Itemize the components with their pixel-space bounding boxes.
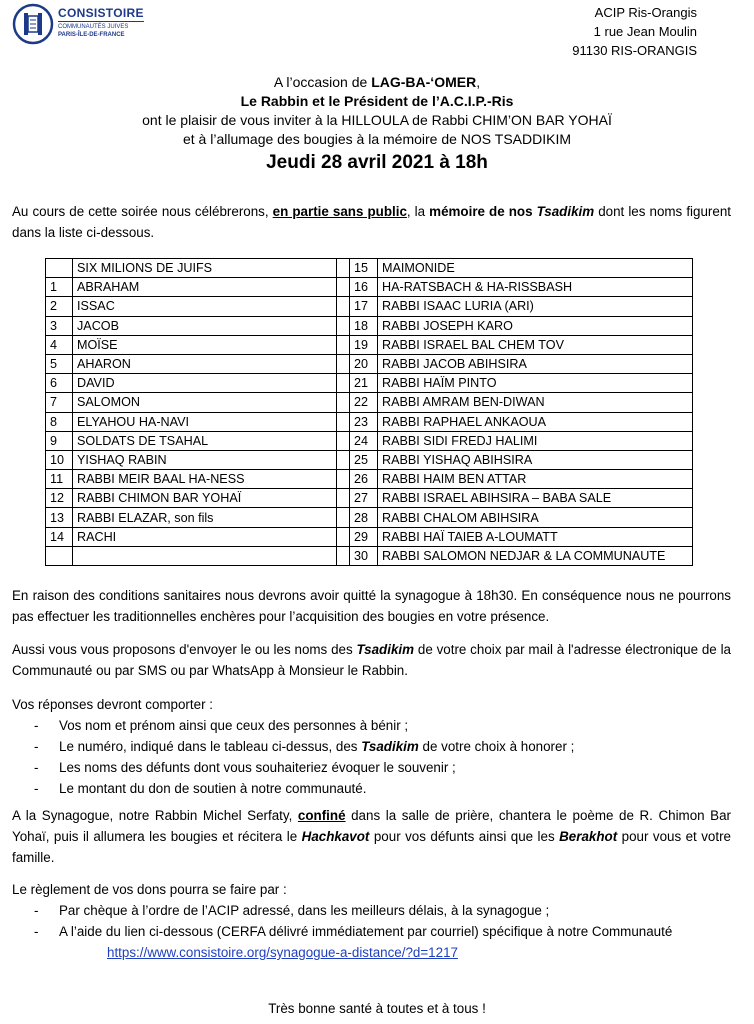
hachkavot: Hachkavot (301, 829, 370, 844)
column-gap (337, 374, 350, 393)
row-number-right: 26 (350, 470, 378, 489)
column-gap (337, 316, 350, 335)
tsadik-name-right: RABBI ISAAC LURIA (ARI) (378, 297, 693, 316)
sender-address (572, 3, 697, 60)
lag-ba-omer: LAG-BA-‘OMER (371, 74, 477, 90)
invitation-line-3: ont le plaisir de vous inviter à la HILLOULA de Rabbi CHIM’ON BAR YOHAÏ (142, 112, 612, 128)
tsadik-name-right: RABBI ISRAEL BAL CHEM TOV (378, 335, 693, 354)
consistoire-link[interactable]: https://www.consistoire.org/synagogue-a-distance/?d=1217 (107, 945, 458, 960)
row-number-left: 2 (46, 297, 73, 316)
row-number-right: 16 (350, 278, 378, 297)
tsadik-name-left: RACHI (73, 527, 337, 546)
payment-list (12, 900, 731, 942)
row-number-left (46, 546, 73, 565)
table-row (46, 316, 693, 335)
tsadik-name-right: RABBI RAPHAEL ANKAOUA (378, 412, 693, 431)
logo-line-3: PARIS-ÎLE-DE-FRANCE (58, 32, 125, 38)
responses-item: - Vos nom et prénom ainsi que ceux des personnes à bénir ; (12, 715, 731, 736)
intro-part-2: , la (406, 204, 430, 219)
proposal-paragraph (12, 639, 731, 681)
tsadik-name-left: RABBI ELAZAR, son fils (73, 508, 337, 527)
event-date: Jeudi 28 avril 2021 à 18h (266, 152, 488, 173)
tsadik-name-right: RABBI SALOMON NEDJAR & LA COMMUNAUTE (378, 546, 693, 565)
proposal-part-1: Aussi vous vous proposons d'envoyer le ou les noms des (12, 642, 357, 657)
row-number-right: 22 (350, 393, 378, 412)
row-number-left: 3 (46, 316, 73, 335)
column-gap (337, 489, 350, 508)
table-row (46, 278, 693, 297)
invitation-line-1-prefix: A l’occasion de (273, 74, 372, 90)
row-number-left: 13 (46, 508, 73, 527)
proposal-part-2: de votre choix par mail à l'adresse électronique de la Communauté ou par SMS ou par WhatsApp à Monsieur le Rabbin. (12, 642, 731, 678)
column-gap (337, 335, 350, 354)
tsadik-name-left: ELYAHOU HA-NAVI (73, 412, 337, 431)
torah-scroll-icon (12, 3, 54, 45)
row-number-right: 24 (350, 431, 378, 450)
row-number-left: 14 (46, 527, 73, 546)
invitation-line-2: Le Rabbin et le Président de l’A.C.I.P.-Ris (240, 93, 514, 109)
tsadik-name-left (73, 546, 337, 565)
tsadik-name-left: AHARON (73, 354, 337, 373)
invitation-line-1 (0, 73, 754, 92)
tsadikim-table (45, 258, 693, 566)
responses-tsadikim: Tsadikim (361, 739, 419, 754)
payment-section (12, 879, 731, 963)
tsadik-name-left: RABBI CHIMON BAR YOHAÏ (73, 489, 337, 508)
column-gap (337, 354, 350, 373)
column-gap (337, 412, 350, 431)
logo-wordmark (58, 7, 144, 39)
table-row (46, 354, 693, 373)
tsadik-name-right: RABBI YISHAQ ABIHSIRA (378, 450, 693, 469)
row-number-right: 27 (350, 489, 378, 508)
column-gap (337, 431, 350, 450)
row-number-left: 1 (46, 278, 73, 297)
responses-section (12, 694, 731, 799)
table-row (46, 393, 693, 412)
table-row (46, 508, 693, 527)
row-number-left: 11 (46, 470, 73, 489)
tsadik-name-left: DAVID (73, 374, 337, 393)
tsadik-name-right: RABBI HAIM BEN ATTAR (378, 470, 693, 489)
row-number-right: 18 (350, 316, 378, 335)
tsadik-name-right: RABBI JOSEPH KARO (378, 316, 693, 335)
tsadik-name-right: RABBI AMRAM BEN-DIWAN (378, 393, 693, 412)
column-gap (337, 546, 350, 565)
table-row (46, 431, 693, 450)
responses-item (12, 736, 731, 757)
row-number-right: 20 (350, 354, 378, 373)
row-number-right: 19 (350, 335, 378, 354)
synagogue-part-2: dans la salle de prière, chantera le poème de R. Chimon Bar Yohaï, puis il allumera les bougies et récitera le (12, 808, 731, 844)
row-number-left: 4 (46, 335, 73, 354)
table-row (46, 335, 693, 354)
intro-bold: mémoire de nos (429, 204, 537, 219)
table-row (46, 450, 693, 469)
tsadik-name-left: YISHAQ RABIN (73, 450, 337, 469)
responses-item-2-part-2: de votre choix à honorer ; (418, 739, 575, 754)
tsadik-name-right: MAIMONIDE (378, 259, 693, 278)
invitation-line-1-suffix: , (476, 74, 481, 90)
row-number-left (46, 259, 73, 278)
tsadik-name-left: ABRAHAM (73, 278, 337, 297)
synagogue-part-1: A la Synagogue, notre Rabbin Michel Serfaty, (12, 808, 298, 823)
closing-line: Très bonne santé à toutes et à tous ! (268, 1001, 486, 1016)
tsadik-name-right: RABBI HAÏ TAIEB A-LOUMATT (378, 527, 693, 546)
table-row (46, 489, 693, 508)
row-number-left: 10 (46, 450, 73, 469)
column-gap (337, 508, 350, 527)
payment-item: - Par chèque à l’ordre de l’ACIP adressé, dans les meilleurs délais, à la synagogue ; (12, 900, 731, 921)
row-number-right: 30 (350, 546, 378, 565)
payment-heading: Le règlement de vos dons pourra se faire par : (12, 882, 287, 897)
column-gap (337, 297, 350, 316)
responses-item-2-part-1: Le numéro, indiqué dans le tableau ci-dessus, des (59, 739, 362, 754)
column-gap (337, 470, 350, 489)
row-number-right: 25 (350, 450, 378, 469)
tsadik-name-right: RABBI JACOB ABIHSIRA (378, 354, 693, 373)
intro-underlined: en partie sans public (272, 204, 407, 219)
intro-part-3: dont les noms figurent dans la liste ci-dessous. (12, 204, 731, 240)
row-number-left: 6 (46, 374, 73, 393)
logo-line-2: COMMUNAUTÉS JUIVES (58, 21, 144, 31)
payment-item: - A l’aide du lien ci-dessous (CERFA délivré immédiatement par courriel) spécifique à notre Communauté (12, 921, 731, 942)
tsadik-name-right: RABBI HAÏM PINTO (378, 374, 693, 393)
intro-tsadikim: Tsadikim (536, 204, 595, 219)
synagogue-paragraph (12, 805, 731, 868)
table-row (46, 546, 693, 565)
row-number-right: 23 (350, 412, 378, 431)
table-row (46, 374, 693, 393)
synagogue-part-4: pour vous et votre famille. (12, 829, 731, 865)
address-line-3: 91130 RIS-ORANGIS (572, 43, 697, 58)
synagogue-confine: confiné (297, 808, 346, 823)
column-gap (337, 393, 350, 412)
row-number-right: 29 (350, 527, 378, 546)
address-line-2: 1 rue Jean Moulin (593, 24, 697, 39)
responses-list (12, 715, 731, 799)
synagogue-part-3: pour vos défunts ainsi que les (369, 829, 560, 844)
row-number-left: 7 (46, 393, 73, 412)
table-row (46, 470, 693, 489)
column-gap (337, 450, 350, 469)
tsadik-name-left: JACOB (73, 316, 337, 335)
tsadik-name-left: SOLDATS DE TSAHAL (73, 431, 337, 450)
table-row (46, 259, 693, 278)
responses-item: - Les noms des défunts dont vous souhaiteriez évoquer le souvenir ; (12, 757, 731, 778)
row-number-right: 21 (350, 374, 378, 393)
payment-link-row (12, 942, 731, 963)
row-number-left: 12 (46, 489, 73, 508)
row-number-right: 15 (350, 259, 378, 278)
tsadik-name-left: RABBI MEIR BAAL HA-NESS (73, 470, 337, 489)
invitation-header (0, 73, 754, 175)
row-number-right: 17 (350, 297, 378, 316)
tsadik-name-right: RABBI CHALOM ABIHSIRA (378, 508, 693, 527)
row-number-left: 8 (46, 412, 73, 431)
tsadik-name-left: MOÏSE (73, 335, 337, 354)
proposal-tsadikim: Tsadikim (356, 642, 415, 657)
tsadik-name-right: RABBI SIDI FREDJ HALIMI (378, 431, 693, 450)
address-line-1: ACIP Ris-Orangis (594, 5, 697, 20)
column-gap (337, 278, 350, 297)
berakhot: Berakhot (559, 829, 618, 844)
invitation-line-4: et à l’allumage des bougies à la mémoire de NOS TSADDIKIM (182, 131, 572, 147)
tsadik-name-left: SALOMON (73, 393, 337, 412)
tsadik-name-right: RABBI ISRAEL ABIHSIRA – BABA SALE (378, 489, 693, 508)
tsadik-name-right: HA-RATSBACH & HA-RISSBASH (378, 278, 693, 297)
column-gap (337, 527, 350, 546)
intro-paragraph (12, 201, 731, 243)
sanitary-paragraph: En raison des conditions sanitaires nous devrons avoir quitté la synagogue à 18h30. En conséquence nous ne pourrons pas effectuer les traditionnelles enchères pour l’acquisition des bougies en votre présence. (12, 588, 731, 624)
table-row (46, 527, 693, 546)
responses-heading: Vos réponses devront comporter : (12, 697, 213, 712)
row-number-right: 28 (350, 508, 378, 527)
column-gap (337, 259, 350, 278)
table-row (46, 297, 693, 316)
consistoire-logo (12, 3, 152, 45)
row-number-left: 5 (46, 354, 73, 373)
intro-part-1: Au cours de cette soirée nous célébrerons, (12, 204, 273, 219)
tsadik-name-left: SIX MILIONS DE JUIFS (73, 259, 337, 278)
tsadik-name-left: ISSAC (73, 297, 337, 316)
responses-item: - Le montant du don de soutien à notre communauté. (12, 778, 731, 799)
row-number-left: 9 (46, 431, 73, 450)
table-row (46, 412, 693, 431)
logo-line-1: CONSISTOIRE (58, 6, 144, 20)
